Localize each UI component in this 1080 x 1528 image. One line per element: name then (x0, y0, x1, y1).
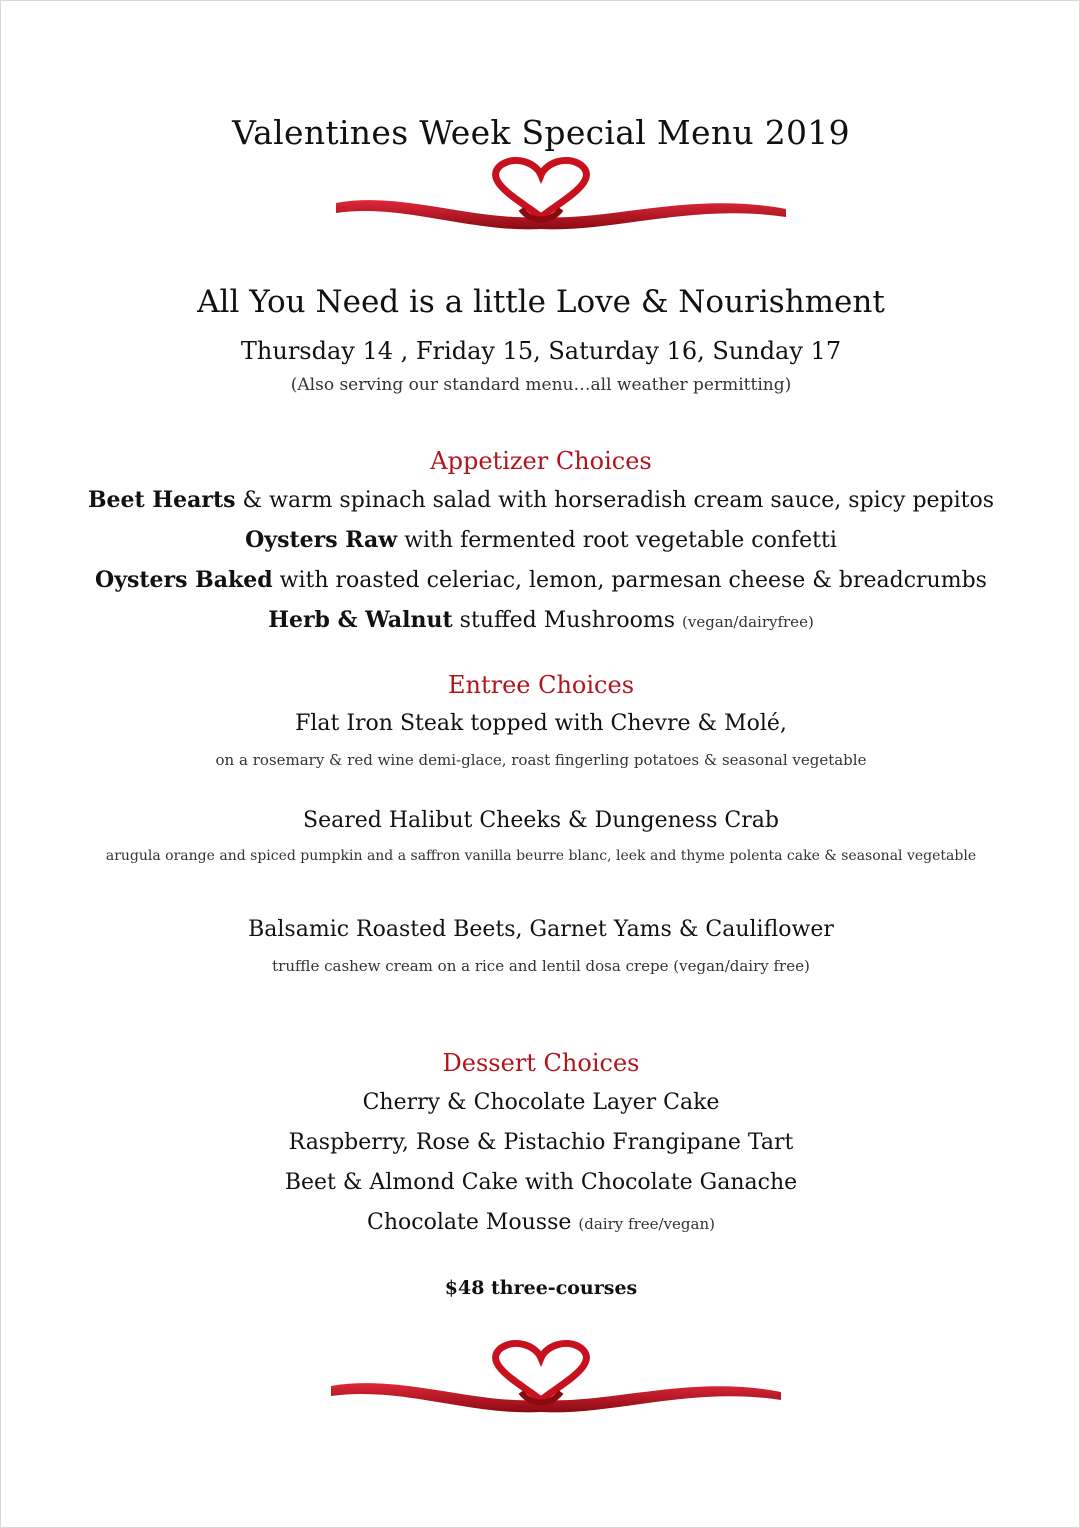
dessert-item: Beet & Almond Cake with Chocolate Ganache (284, 1170, 798, 1195)
service-note: (Also serving our standard menu…all weather permitting) (290, 375, 792, 395)
appetizer-name: Herb & Walnut (268, 607, 453, 633)
entree-heading: Entree Choices (447, 671, 635, 699)
entree-desc: truffle cashew cream on a rice and lentil dosa crepe (vegan/dairy free) (272, 957, 810, 975)
dietary-tag: (dairy free/vegan) (578, 1215, 715, 1233)
dessert-item: Raspberry, Rose & Pistachio Frangipane Tart (288, 1130, 794, 1155)
appetizer-item (1, 567, 1080, 593)
appetizer-desc: with fermented root vegetable confetti (397, 528, 837, 553)
appetizer-desc: with roasted celeriac, lemon, parmesan cheese & breadcrumbs (272, 568, 987, 593)
dessert-item: Cherry & Chocolate Layer Cake (362, 1090, 720, 1115)
appetizer-item (1, 607, 1080, 633)
dessert-item (1, 1210, 1080, 1235)
entree-name: Seared Halibut Cheeks & Dungeness Crab (303, 808, 779, 833)
dietary-tag: (vegan/dairyfree) (682, 613, 814, 631)
menu-title: Valentines Week Special Menu 2019 (232, 113, 850, 152)
appetizer-item (1, 487, 1080, 513)
menu-tagline: All You Need is a little Love & Nourishment (197, 284, 885, 320)
appetizer-item (1, 527, 1080, 553)
entree-name: Balsamic Roasted Beets, Garnet Yams & Cauliflower (248, 917, 834, 942)
ribbon-heart-top-icon (1, 151, 1080, 251)
appetizer-name: Beet Hearts (87, 487, 236, 513)
entree-desc: on a rosemary & red wine demi-glace, roast fingerling potatoes & seasonal vegetable (215, 751, 867, 769)
appetizer-name: Oysters Baked (95, 567, 273, 593)
entree-desc: arugula orange and spiced pumpkin and a saffron vanilla beurre blanc, leek and thyme polenta cake & seasonal vegetable (105, 848, 977, 864)
appetizer-name: Oysters Raw (245, 527, 398, 553)
service-dates: Thursday 14 , Friday 15, Saturday 16, Sunday 17 (240, 337, 842, 365)
price-label: $48 three-courses (444, 1277, 638, 1299)
dessert-name: Chocolate Mousse (367, 1210, 579, 1235)
dessert-heading: Dessert Choices (442, 1049, 640, 1077)
ribbon-heart-bottom-icon (1, 1334, 1080, 1434)
appetizer-heading: Appetizer Choices (430, 447, 652, 475)
entree-name: Flat Iron Steak topped with Chevre & Molé, (295, 711, 787, 736)
appetizer-desc: stuffed Mushrooms (452, 608, 683, 633)
appetizer-desc: & warm spinach salad with horseradish cream sauce, spicy pepitos (235, 488, 995, 513)
